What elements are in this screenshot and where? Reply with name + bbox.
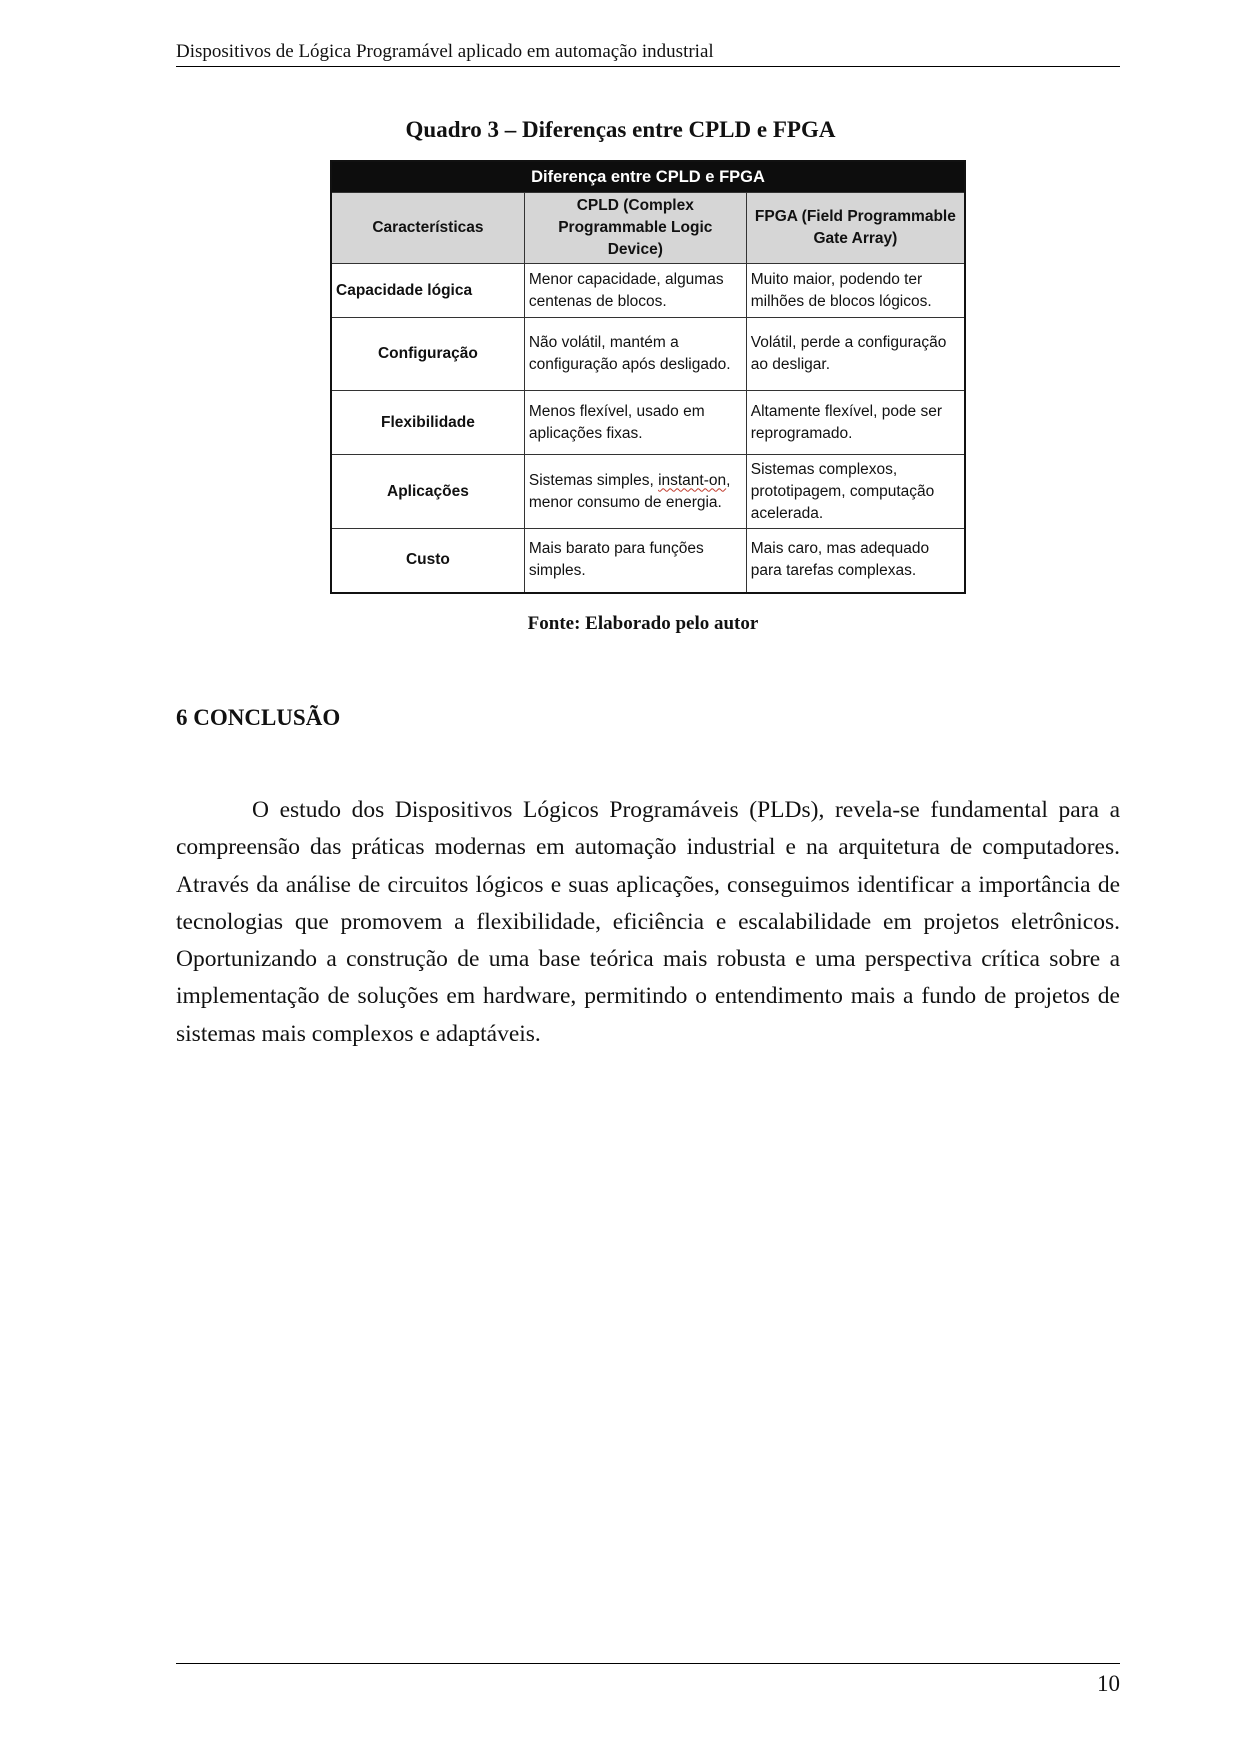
table-row bbox=[331, 264, 965, 318]
row-cpld-value: Não volátil, mantém a configuração após desligado. bbox=[524, 318, 746, 391]
section-title: 6 CONCLUSÃO bbox=[176, 705, 341, 730]
table-header-row bbox=[331, 193, 965, 264]
table-row bbox=[331, 318, 965, 391]
table-title-row bbox=[331, 161, 965, 193]
table-row bbox=[331, 391, 965, 455]
row-feature: Configuração bbox=[331, 318, 524, 391]
column-header-features: Características bbox=[331, 193, 524, 264]
running-header: Dispositivos de Lógica Programável aplicado em automação industrial bbox=[176, 41, 714, 62]
table-source: Fonte: Elaborado pelo autor bbox=[527, 613, 759, 634]
comparison-table-figure bbox=[330, 160, 966, 594]
row-fpga-value: Sistemas complexos, prototipagem, computação acelerada. bbox=[746, 455, 965, 529]
row-fpga-value: Muito maior, podendo ter milhões de blocos lógicos. bbox=[746, 264, 965, 318]
row-cpld-value: Mais barato para funções simples. bbox=[524, 529, 746, 593]
row-cpld-value bbox=[524, 455, 746, 529]
conclusion-paragraph: O estudo dos Dispositivos Lógicos Programáveis (PLDs), revela-se fundamental para a compreensão das práticas modernas em automação industrial e na arquitetura de computadores. Através da análise de circuitos lógicos e suas aplicações, conseguimos identificar a importância de tecnologias que promovem a flexibilidade, eficiência e escalabilidade em projetos eletrônicos. Oportunizando a construção de uma base teórica mais robusta e uma perspectiva crítica sobre a implementação de soluções em hardware, permitindo o entendimento mais a fundo de projetos de sistemas mais complexos e adaptáveis. bbox=[176, 797, 1120, 1047]
row-fpga-value: Mais caro, mas adequado para tarefas complexas. bbox=[746, 529, 965, 593]
row-fpga-value: Volátil, perde a configuração ao desligar. bbox=[746, 318, 965, 391]
row-feature: Flexibilidade bbox=[331, 391, 524, 455]
row-cpld-value: Menos flexível, usado em aplicações fixas. bbox=[524, 391, 746, 455]
row-fpga-value: Altamente flexível, pode ser reprogramado. bbox=[746, 391, 965, 455]
spellcheck-marked-word: instant-on bbox=[658, 471, 727, 489]
page-number: 10 bbox=[1097, 1671, 1120, 1696]
header-rule bbox=[176, 66, 1120, 67]
row-cpld-value: Menor capacidade, algumas centenas de blocos. bbox=[524, 264, 746, 318]
row-feature: Custo bbox=[331, 529, 524, 593]
row-feature: Capacidade lógica bbox=[331, 264, 524, 318]
column-header-fpga: FPGA (Field Programmable Gate Array) bbox=[746, 193, 965, 264]
comparison-table bbox=[330, 160, 966, 594]
table-row bbox=[331, 529, 965, 593]
table-caption: Quadro 3 – Diferenças entre CPLD e FPGA bbox=[405, 117, 836, 142]
table-title: Diferença entre CPLD e FPGA bbox=[331, 161, 965, 193]
cpld-text-start: Sistemas simples, bbox=[528, 471, 659, 489]
table-row bbox=[331, 455, 965, 529]
column-header-cpld: CPLD (Complex Programmable Logic Device) bbox=[524, 193, 746, 264]
footer-rule bbox=[176, 1663, 1120, 1664]
cpld-text-end: , menor consumo de energia. bbox=[528, 471, 731, 511]
row-feature: Aplicações bbox=[331, 455, 524, 529]
